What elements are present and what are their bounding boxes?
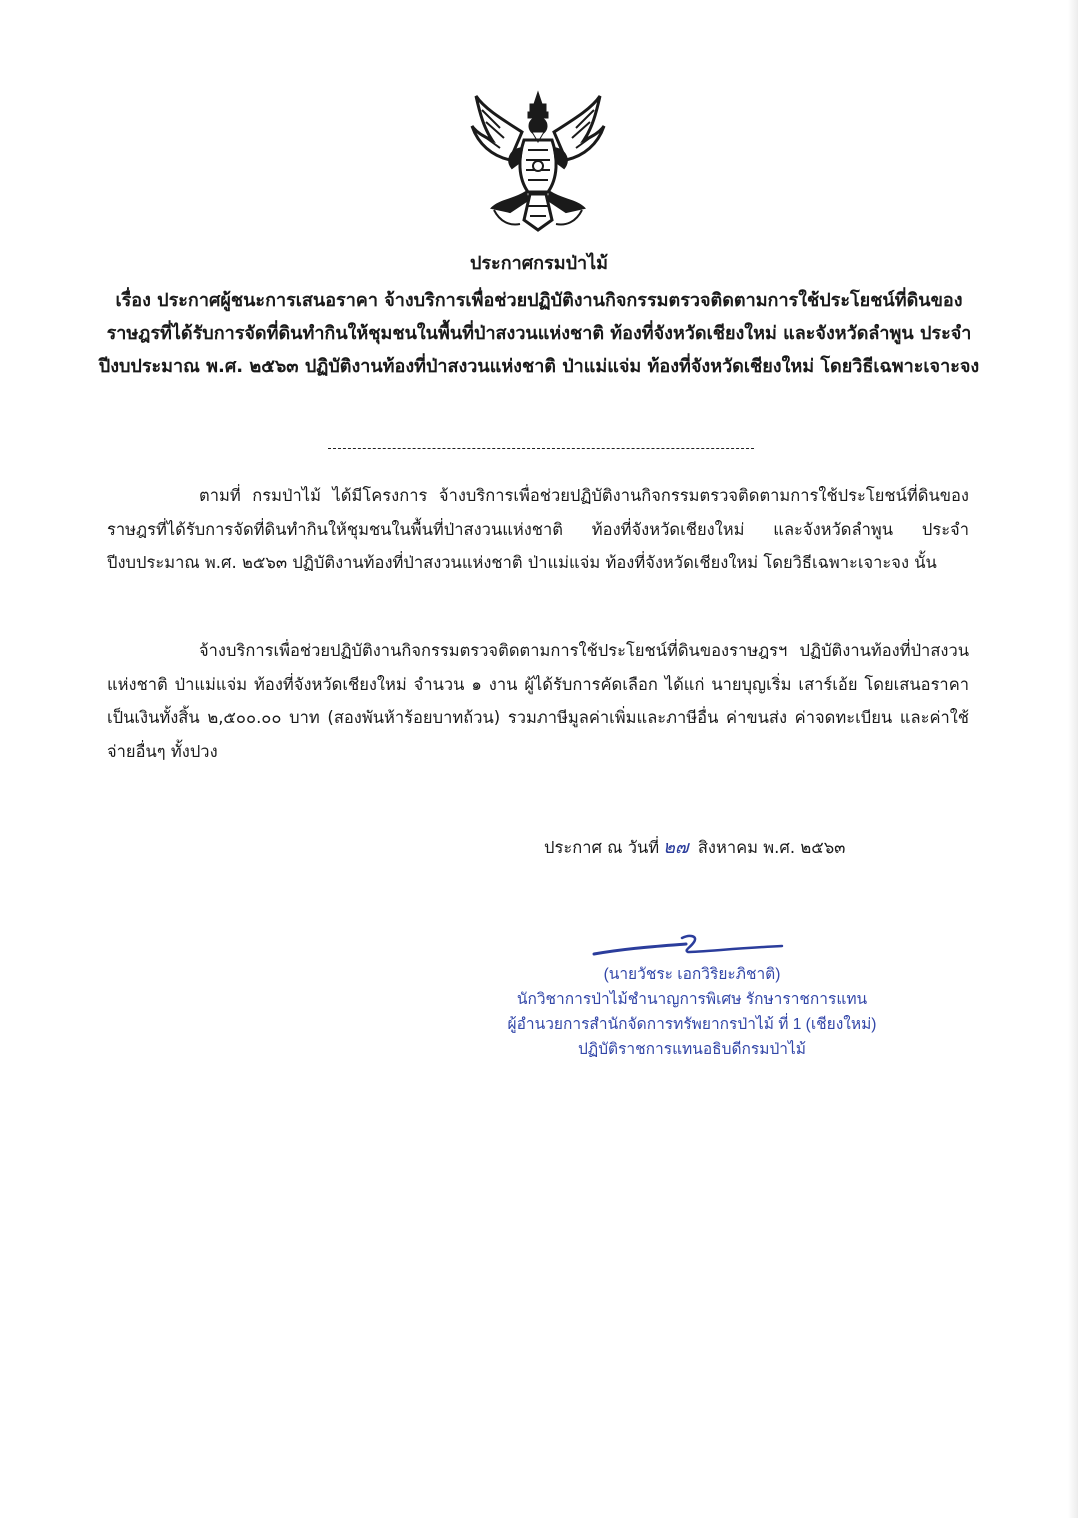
- page-edge-shadow: [1068, 0, 1078, 1518]
- signatory-position: นักวิชาการป่าไม้ชำนาญการพิเศษ รักษาราชการแทน: [516, 991, 868, 1008]
- agency-title: ประกาศกรมป่าไม้: [469, 253, 609, 274]
- signature-block: [462, 962, 922, 1062]
- signatory-acting-for: ปฏิบัติราชการแทนอธิบดีกรมป่าไม้: [577, 1041, 807, 1058]
- signatory-name: (นายวัชระ เอกวิริยะภิชาติ): [603, 966, 781, 983]
- body-paragraph-2: จ้างบริการเพื่อช่วยปฏิบัติงานกิจกรรมตรวจติดตามการใช้ประโยชน์ที่ดินของราษฎรฯ ปฏิบัติงานท้องที่ป่าสงวนแห่งชาติ ป่าแม่แจ่ม ท้องที่จังหวัดเชียงใหม่ จำนวน ๑ งาน ผู้ได้รับการคัดเลือก ได้แก่ นายบุญเริ่ม เสาร์เอ้ย โดยเสนอราคา เป็นเงินทั้งสิ้น ๒,๕๐๐.๐๐ บาท (สองพันห้าร้อยบาทถ้วน) รวมภาษีมูลค่าเพิ่มและภาษีอื่น ค่าขนส่ง ค่าจดทะเบียน และค่าใช้จ่ายอื่นๆ ทั้งปวง: [107, 641, 969, 761]
- handwritten-day: ๒๗: [663, 837, 689, 858]
- body-paragraph-1: ตามที่ กรมป่าไม้ ได้มีโครงการ จ้างบริการเพื่อช่วยปฏิบัติงานกิจกรรมตรวจติดตามการใช้ประโยชน์ที่ดินของราษฎรที่ได้รับการจัดที่ดินทำกินให้ชุมชนในพื้นที่ป่าสงวนแห่งชาติ ท้องที่จังหวัดเชียงใหม่ และจังหวัดลำพูน ประจำปีงบประมาณ พ.ศ. ๒๕๖๓ ปฏิบัติงานท้องที่ป่าสงวนแห่งชาติ ป่าแม่แจ่ม ท้องที่จังหวัดเชียงใหม่ โดยวิธีเฉพาะเจาะจง นั้น: [107, 486, 969, 572]
- announcement-date-line: [544, 832, 845, 861]
- signatory-office: ผู้อำนวยการสำนักจัดการทรัพยากรป่าไม้ ที่ 1 (เชียงใหม่): [507, 1016, 877, 1033]
- separator-line: [328, 448, 754, 449]
- date-suffix: สิงหาคม พ.ศ. ๒๕๖๓: [697, 838, 846, 857]
- announcement-subject: เรื่อง ประกาศผู้ชนะการเสนอราคา จ้างบริการเพื่อช่วยปฏิบัติงานกิจกรรมตรวจติดตามการใช้ประโยชน์ที่ดินของราษฎรที่ได้รับการจัดที่ดินทำกินให้ชุมชนในพื้นที่ป่าสงวนแห่งชาติ ท้องที่จังหวัดเชียงใหม่ และจังหวัดลำพูน ประจำปีงบประมาณ พ.ศ. ๒๕๖๓ ปฏิบัติงานท้องที่ป่าสงวนแห่งชาติ ป่าแม่แจ่ม ท้องที่จังหวัดเชียงใหม่ โดยวิธีเฉพาะเจาะจง: [98, 290, 980, 377]
- handwritten-signature: [590, 926, 790, 966]
- date-prefix: ประกาศ ณ วันที่: [544, 838, 660, 857]
- garuda-emblem-icon: [470, 88, 606, 236]
